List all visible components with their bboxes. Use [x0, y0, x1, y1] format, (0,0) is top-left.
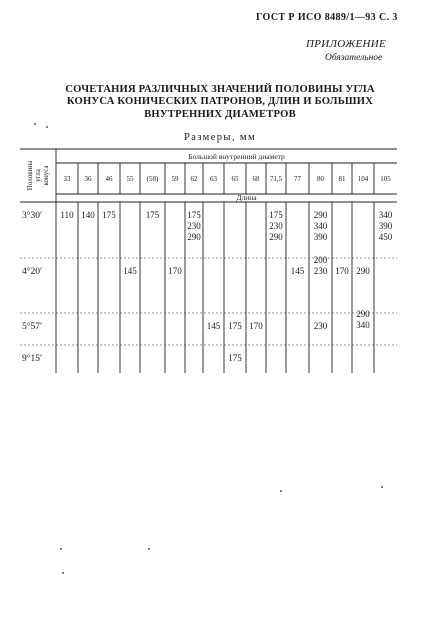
length-value: 170 [168, 266, 182, 276]
angle-value: 9°15′ [22, 354, 43, 364]
angle-value: 3°30′ [22, 211, 43, 221]
scan-speck [60, 548, 62, 550]
length-value: 290 [269, 232, 283, 242]
diameter-value: 62 [190, 175, 198, 183]
length-value: 390 [378, 221, 393, 231]
length-value: 175 [145, 210, 160, 220]
row-header-label [26, 160, 50, 190]
length-value: 340 [356, 320, 370, 330]
length-header-label: Длина [236, 193, 257, 202]
length-value: 230 [313, 266, 328, 276]
length-value: 290 [313, 210, 328, 220]
length-value: 175 [228, 353, 242, 363]
diameter-value: 104 [357, 175, 369, 183]
diameter-value: 68 [252, 175, 260, 183]
diameter-value: 81 [338, 175, 346, 183]
title-line-2: КОНУСА КОНИЧЕСКИХ ПАТРОНОВ, ДЛИН И БОЛЬШИХ [66, 96, 374, 108]
scan-speck [62, 572, 64, 574]
length-value: 290 [187, 232, 201, 242]
diameter-value: 77 [294, 175, 301, 183]
row-header-word: конуса [42, 165, 50, 186]
length-value: 230 [269, 221, 283, 231]
row-header-word: Половина [26, 160, 34, 191]
length-value: 110 [60, 210, 74, 220]
appendix-label: ПРИЛОЖЕНИЕ [306, 38, 386, 50]
units-caption: Размеры, мм [183, 132, 257, 143]
length-value: 390 [313, 232, 328, 242]
length-value: 140 [81, 210, 95, 220]
diameter-header-label: Большой внутренний диаметр [188, 152, 285, 161]
length-value: 340 [378, 210, 393, 220]
diameter-value: 36 [84, 175, 92, 183]
scan-speck [148, 548, 150, 550]
length-value: 170 [249, 321, 263, 331]
scan-speck [280, 490, 282, 492]
scan-speck [381, 486, 383, 488]
diameter-value: 59 [171, 175, 179, 183]
diameter-value: 55 [126, 175, 134, 183]
diameter-value: 80 [317, 175, 324, 183]
title-line-3: ВНУТРЕННИХ ДИАМЕТРОВ [144, 108, 296, 120]
scan-speck [46, 126, 48, 128]
diameter-value: 65 [231, 175, 239, 183]
length-value: 290 [356, 266, 370, 276]
length-value: 340 [313, 221, 328, 231]
standard-header: ГОСТ Р ИСО 8489/1—93 С. 3 [256, 12, 398, 23]
appendix-status: Обязательное [325, 53, 383, 63]
length-value: 145 [206, 321, 221, 331]
angle-value: 5°57′ [22, 322, 43, 332]
diameter-value: 46 [105, 175, 113, 183]
diameter-value: 33 [63, 175, 71, 183]
angle-value: 4°20′ [22, 267, 43, 277]
length-value: 200 [313, 255, 328, 265]
diameter-value: 63 [210, 175, 217, 183]
scan-speck [34, 123, 36, 125]
length-value: 145 [123, 266, 137, 276]
title-line-1: СОЧЕТАНИЯ РАЗЛИЧНЫХ ЗНАЧЕНИЙ ПОЛОВИНЫ УГЛА [65, 84, 375, 95]
diameter-value: 71,5 [269, 175, 283, 183]
length-value: 230 [313, 321, 328, 331]
length-value: 175 [228, 321, 242, 331]
length-value: 145 [290, 266, 305, 276]
length-value: 175 [102, 210, 116, 220]
row-header-word: угла [34, 169, 42, 182]
length-value: 230 [187, 221, 201, 231]
length-value: 290 [356, 309, 370, 319]
diameter-value: (58) [146, 175, 159, 183]
length-value: 170 [335, 266, 349, 276]
length-value: 175 [187, 210, 201, 220]
length-value: 175 [269, 210, 283, 220]
diameter-value: 105 [380, 175, 391, 183]
length-value: 450 [378, 232, 393, 242]
